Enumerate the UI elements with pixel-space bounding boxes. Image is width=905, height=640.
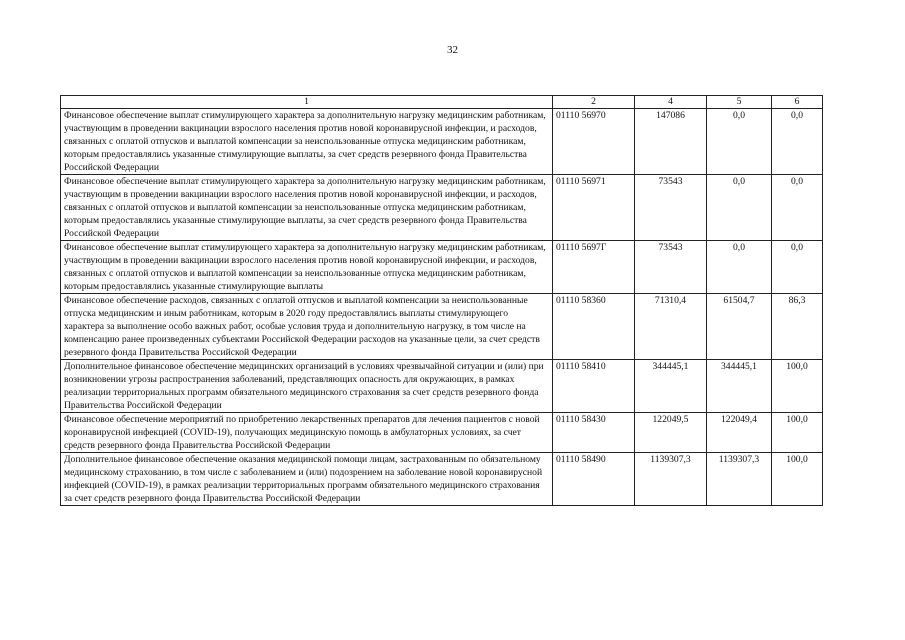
row-description: Финансовое обеспечение расходов, связанных с оплатой отпусков и выплатой компенсации за неиспользованные отпуска медицинским и иным работникам, которым в 2020 году предоставлялись выплаты стимулирующего характера за выполнение особо важных работ, особые условия труда и дополнительную нагрузку, в том числе на компенсацию ранее произведенных субъектами Российской Федерации расходов на указанные цели, за счет средств резервного фонда Правительства Российской Федерации (61, 294, 553, 360)
row-description: Финансовое обеспечение выплат стимулирующего характера за дополнительную нагрузку медицинским работникам, участвующим в проведении вакцинации взрослого населения против новой коронавирусной инфекции, и расходов, связанных с оплатой отпусков и выплатой компенсации за неиспользованные отпуска медицинским работникам, которым предоставлялись указанные стимулирующие выплаты, за счет средств резервного фонда Правительства Российской Федерации (61, 109, 553, 175)
header-description: 1 (61, 96, 553, 109)
header-code: 2 (553, 96, 635, 109)
row-percent: 0,0 (772, 175, 823, 241)
row-code: 01110 56971 (553, 175, 635, 241)
table-row (61, 413, 823, 453)
row-code: 01110 58410 (553, 360, 635, 413)
row-code: 01110 58360 (553, 294, 635, 360)
row-plan: 71310,4 (635, 294, 707, 360)
header-fact: 5 (707, 96, 772, 109)
row-code: 01110 58430 (553, 413, 635, 453)
row-plan: 1139307,3 (635, 453, 707, 506)
row-percent: 100,0 (772, 453, 823, 506)
row-fact: 344445,1 (707, 360, 772, 413)
row-description: Финансовое обеспечение выплат стимулирующего характера за дополнительную нагрузку медицинским работникам, участвующим в проведении вакцинации взрослого населения против новой коронавирусной инфекции, и расходов, связанных с оплатой отпусков и выплатой компенсации за неиспользованные отпуска медицинским работникам, которым предоставлялись указанные стимулирующие выплаты, за счет средств резервного фонда Правительства Российской Федерации (61, 175, 553, 241)
header-plan: 4 (635, 96, 707, 109)
table-row (61, 294, 823, 360)
row-plan: 344445,1 (635, 360, 707, 413)
row-fact: 1139307,3 (707, 453, 772, 506)
header-percent: 6 (772, 96, 823, 109)
row-code: 01110 5697Г (553, 241, 635, 294)
row-description: Финансовое обеспечение мероприятий по приобретению лекарственных препаратов для лечения пациентов с новой коронавирусной инфекцией (COVID-19), получающих медицинскую помощь в амбулаторных условиях, за счет средств резервного фонда Правительства Российской Федерации (61, 413, 553, 453)
budget-table (60, 95, 823, 506)
row-description: Дополнительное финансовое обеспечение оказания медицинской помощи лицам, застрахованным по обязательному медицинскому страхованию, в том числе с заболеванием и (или) подозрением на заболевание новой коронавирусной инфекцией (COVID-19), в рамках реализации территориальных программ обязательного медицинского страхования за счет средств резервного фонда Правительства Российской Федерации (61, 453, 553, 506)
row-percent: 100,0 (772, 413, 823, 453)
row-percent: 0,0 (772, 241, 823, 294)
header-row (61, 96, 823, 109)
table-row (61, 360, 823, 413)
row-description: Финансовое обеспечение выплат стимулирующего характера за дополнительную нагрузку медицинским работникам, участвующим в проведении вакцинации взрослого населения против новой коронавирусной инфекции, и расходов, связанных с оплатой отпусков и выплатой компенсации за неиспользованные отпуска медицинским работникам, которым предоставлялись указанные стимулирующие выплаты (61, 241, 553, 294)
row-fact: 61504,7 (707, 294, 772, 360)
table-row (61, 453, 823, 506)
row-plan: 122049,5 (635, 413, 707, 453)
row-code: 01110 58490 (553, 453, 635, 506)
row-fact: 0,0 (707, 175, 772, 241)
row-description: Дополнительное финансовое обеспечение медицинских организаций в условиях чрезвычайной ситуации и (или) при возникновении угрозы распространения заболеваний, представляющих опасность для окружающих, в рамках реализации территориальных программ обязательного медицинского страхования за счет средств резервного фонда Правительства Российской Федерации (61, 360, 553, 413)
row-percent: 100,0 (772, 360, 823, 413)
row-plan: 73543 (635, 241, 707, 294)
table-row (61, 109, 823, 175)
row-plan: 147086 (635, 109, 707, 175)
table-row (61, 241, 823, 294)
row-code: 01110 56970 (553, 109, 635, 175)
row-plan: 73543 (635, 175, 707, 241)
table-row (61, 175, 823, 241)
row-fact: 0,0 (707, 241, 772, 294)
page-number: 32 (447, 44, 458, 56)
row-percent: 86,3 (772, 294, 823, 360)
row-percent: 0,0 (772, 109, 823, 175)
row-fact: 0,0 (707, 109, 772, 175)
row-fact: 122049,4 (707, 413, 772, 453)
